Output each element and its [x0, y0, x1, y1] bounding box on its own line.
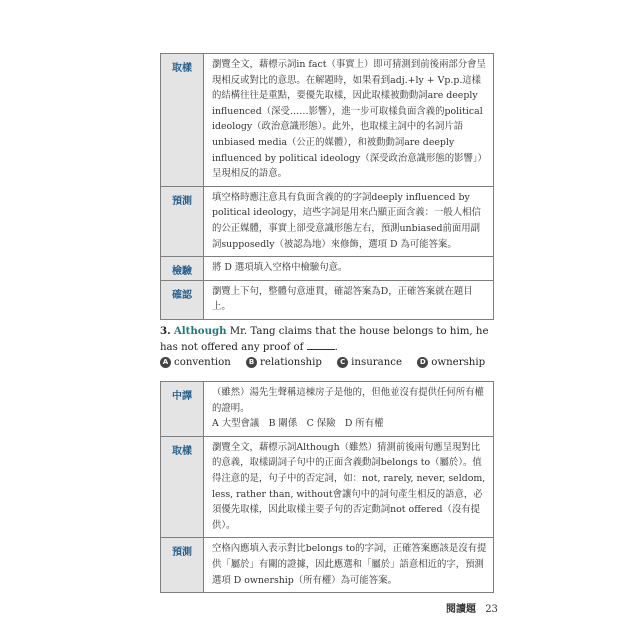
answer-blank	[307, 341, 335, 350]
footer-section: 閱讀題	[446, 604, 476, 615]
analysis-table-1	[160, 53, 494, 320]
page-number: 23	[485, 604, 498, 615]
option-c[interactable]	[337, 357, 402, 368]
option-letter-d: D	[417, 357, 428, 368]
option-a-text: convention	[174, 357, 231, 368]
question-text: Mr. Tang claims that the house belongs to him, he has not offered any proof of	[160, 326, 489, 353]
row-text: 瀏覽全文，藉標示詞Although（雖然）猜測前後兩句應呈現對比的意義，取樣副詞子句中的正面含義動詞belongs to（屬於）。值得注意的是，句子中的否定詞，如：not, rarely, never, seldom, less, rather than, without會讓句中的詞句產生相反的語意，必須優先取樣，因此取樣主要子句的否定動詞not offered（沒有提供）。	[212, 441, 486, 531]
row-label: 中譯	[161, 382, 204, 437]
answer-options	[160, 357, 497, 368]
table-row	[161, 382, 494, 437]
table-row	[161, 538, 494, 593]
option-a[interactable]	[160, 357, 231, 368]
option-b-text: relationship	[260, 357, 322, 368]
row-label: 取樣	[161, 436, 204, 538]
option-b[interactable]	[246, 357, 322, 368]
page-footer	[446, 600, 498, 615]
question-number: 3.	[160, 325, 171, 337]
table-row	[161, 257, 494, 281]
question-text-end: .	[334, 342, 338, 353]
option-letter-a: A	[160, 357, 171, 368]
row-label: 預測	[161, 538, 204, 593]
table-row	[161, 54, 494, 187]
row-label: 預測	[161, 186, 204, 256]
row-text: 將 D 選項填入空格中檢驗句意。	[212, 262, 348, 274]
option-d-text: ownership	[431, 357, 486, 368]
table-row	[161, 436, 494, 538]
option-c-text: insurance	[351, 357, 403, 368]
row-label: 取樣	[161, 54, 204, 187]
row-text: 填空格時應注意具有負面含義的的字詞deeply influenced by political ideology，這些字詞是用來凸顯正面含義：一般人相信的公正媒體，事實上卻受意識形態左右，預測unbiased前面用副詞supposedly（被認為地）來修飾，選項 D 為可能答案。	[212, 191, 481, 250]
row-text: 瀏覽上下句，整體句意連貫，確認答案為D，正確答案就在題目上。	[212, 285, 473, 313]
row-text: 瀏覽全文，藉標示詞in fact（事實上）即可猜測到前後兩部分會呈現相反或對比的意思。在解題時，如果看到adj.+ly + Vp.p.這樣的結構往往是重點，要優先取樣，因此取樣被動動詞are deeply influenced（深受……影響），進一步可取樣負面含義的political ideology（政治意識形態）。此外，也取樣主詞中的名詞片語unbiased media（公正的媒體），和被動動詞are deeply influenced by political ideology（深受政治意識形態的影響」）呈現相反的語意。	[212, 59, 487, 180]
option-letter-c: C	[337, 357, 348, 368]
row-label: 確認	[161, 280, 204, 319]
row-label: 檢驗	[161, 257, 204, 281]
question-keyword: Although	[173, 325, 227, 337]
question-3	[160, 323, 500, 356]
analysis-table-2	[160, 381, 494, 593]
row-text: （雖然）湯先生聲稱這棟房子是他的，但他並沒有提供任何所有權的證明。	[212, 387, 484, 414]
table-row	[161, 186, 494, 256]
row-text: 空格內應填入表示對比belongs to的字詞，正確答案應該是沒有提供「屬於」有關的證據，因此應選和「屬於」語意相近的字，預測選項 D ownership（所有權）為可能答案。	[212, 543, 487, 586]
table-row	[161, 280, 494, 319]
option-letter-b: B	[246, 357, 257, 368]
row-options: A 大型會議 B 關係 C 保險 D 所有權	[212, 418, 384, 430]
option-d[interactable]	[417, 357, 485, 368]
